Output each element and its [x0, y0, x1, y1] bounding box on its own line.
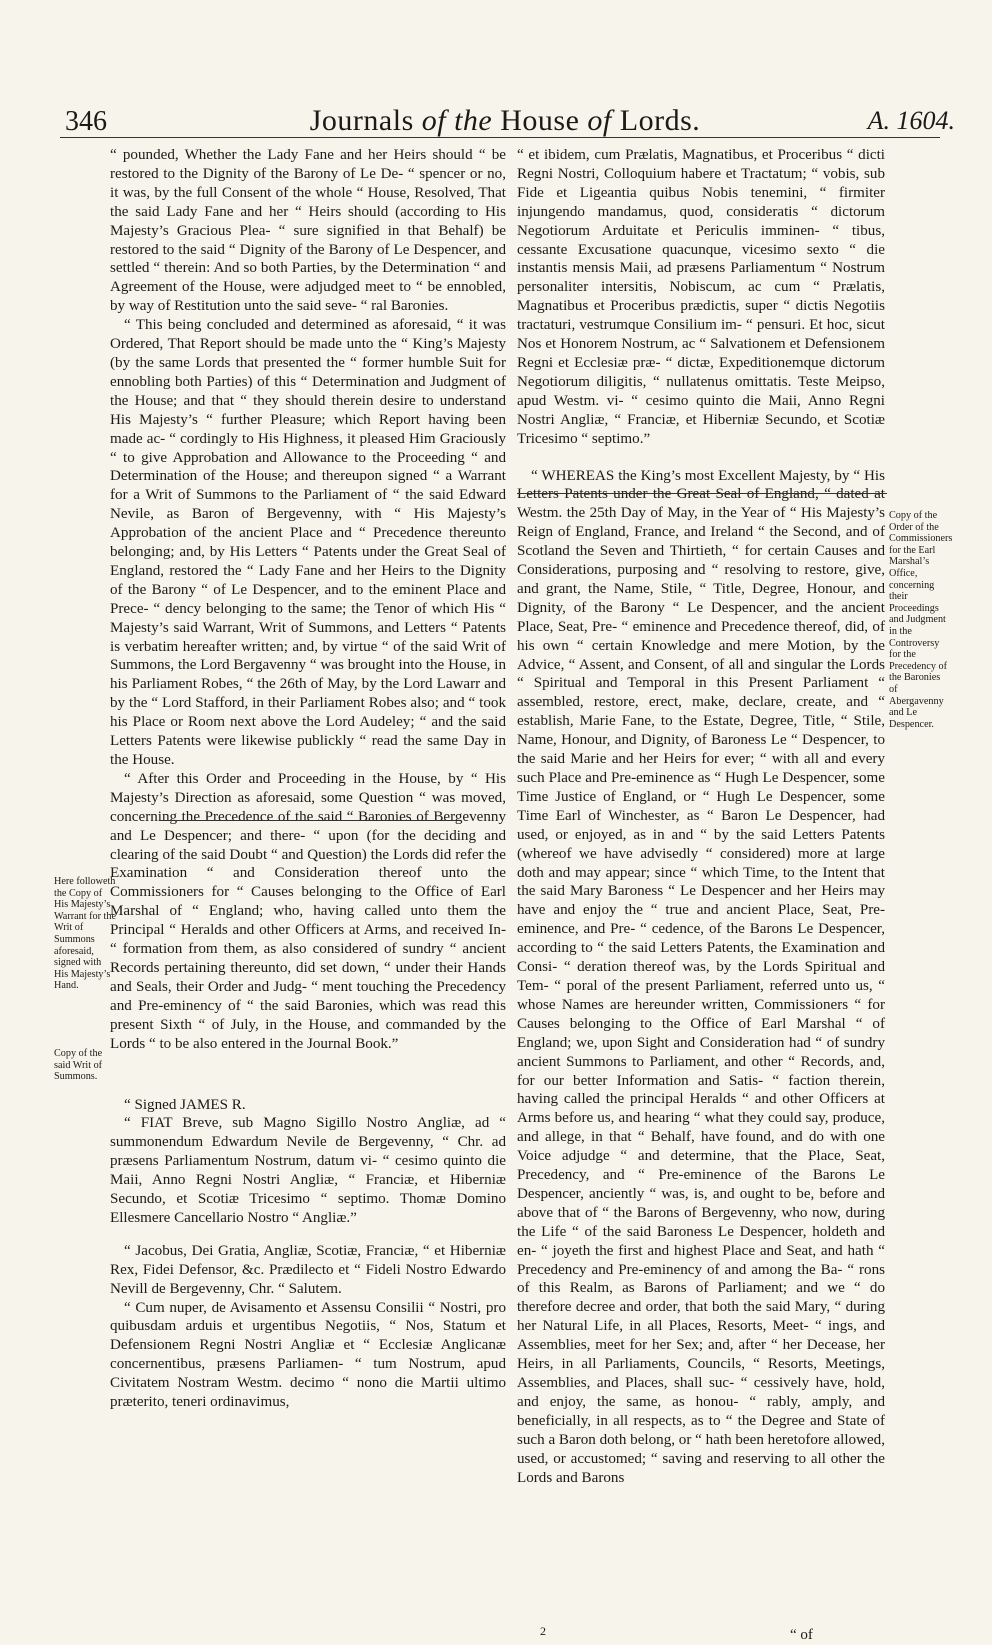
- left-paragraph-1: “ pounded, Whether the Lady Fane and her Heirs should “ be restored to the Dignity of the Barony of Le De- “ spencer or no, it was, by the full Consent of the whole “ House, Resolved, That the said Lady Fane and her “ Heirs should (according to His Majesty’s Gracious Plea- “ sure signified in that Behalf) be restored to the said “ Dignity of the Barony of Le Despencer, and settled “ therein: And so both Parties, by the Determination “ and Agreement of the House, were adjudged meet to “ be ennobled, by way of Restitution unto the said seve- “ ral Baronies.: [110, 147, 506, 315]
- writ-salutation: “ Jacobus, Dei Gratia, Angliæ, Scotiæ, Franciæ, “ et Hiberniæ Rex, Fidei Defensor, &c. Prædilecto et “ Fideli Nostro Edwardo Nevill de Bergevenny, Chr. “ Salutem.: [110, 1242, 506, 1297]
- title-part-of: of: [421, 104, 447, 137]
- right-column: [517, 146, 885, 1487]
- catchword: “ of: [790, 1627, 813, 1643]
- writ-text: “ Cum nuper, de Avisamento et Assensu Consilii “ Nostri, pro quibusdam arduis et urgentibus Negotiis, “ Nos, Statum et Defensionem Regni Nostri Angliæ et “ Ecclesiæ Anglicanæ concernentibus, præsens Parliamen- “ tum Nostrum, apud Civitatem Nostram Westm. decimo “ nono die Martii ultimo præterito, teneri ordinavimus,: [110, 1299, 506, 1411]
- title-part-the: the: [446, 104, 501, 137]
- title-part-house: House: [500, 104, 588, 137]
- margin-note-order: Copy of the Order of the Commissioners for the Earl Marshal’s Office, concerning their Proceedings and Judgment in the Controversy for the Precedency of the Baronies of Abergavenny and Le Despencer.: [889, 510, 953, 730]
- running-title: [55, 104, 955, 138]
- warrant-text: “ FIAT Breve, sub Magno Sigillo Nostro Angliæ, ad “ summonendum Edwardum Nevile de Bergevenny, “ Chr. ad præsens Parliamentum Nostrum, datum vi- “ cesimo quinto die Maii, Anno Regni Nostri Angliæ, “ Franciæ, et Hiberniæ Secundo, et Scotiæ Tricesimo “ septimo. Thomæ Domino Ellesmere Cancellario Nostro “ Angliæ.”: [110, 1115, 506, 1226]
- left-column: [110, 146, 506, 1412]
- section-gap: [110, 1054, 506, 1096]
- title-part-lords: Lords.: [611, 104, 701, 137]
- left-section-rule: [160, 820, 460, 821]
- warrant-signature: “ Signed JAMES R.: [124, 1096, 246, 1113]
- page-header: [55, 98, 955, 138]
- section-gap-3: [517, 449, 885, 467]
- signature-mark: 2: [540, 1624, 546, 1638]
- left-paragraph-3: “ After this Order and Proceeding in the House, by “ His Majesty’s Direction as aforesaid, some Question “ was moved, concerning the Precedence of the said “ Baronies of Bergevenny and Le Despencer; and there- “ upon (for the deciding and clearing of the said Doubt “ and Question) the Lords did refer the Examination “ and Consideration thereof unto the Commissioners for “ Causes belonging to the Office of Earl Marshal of “ England; who, having called unto them the Principal “ Heralds and other Officers at Arms, and received In- “ formation from them, as also considered of sundry “ ancient Records pertaining thereunto, did set down, “ under their Hands and Seals, their Order and Judg- “ ment touching the Precedency and Pre-eminency of “ the said Baronies, which was read this present Sixth “ of July, in the House, and commanded by the Lords “ to be also entered in the Journal Book.”: [110, 770, 506, 1052]
- title-part-journals: Journals: [309, 104, 422, 137]
- section-gap-2: [110, 1228, 506, 1242]
- right-paragraph-1: “ et ibidem, cum Prælatis, Magnatibus, et Proceribus “ dicti Regni Nostri, Colloquium habere et Tractatum; “ vobis, sub Fide et Ligeantia quibus Nobis tenemini, “ firmiter injungendo mandamus, quod, consideratis “ dictorum Negotiorum Arduitate et Periculis imminen- “ tibus, cessante Excusatione quacunque, vicesimo sexto “ die instantis mensis Maii, ad præsens Parliamentum “ Nostrum personaliter intersitis, Nobiscum, ac cum “ Prælatis, Magnatibus et Proceribus prædictis, super “ dictis Negotiis tractaturi, vestrumque Consilium im- “ pensuri. Et hoc, sicut Nos et Honorem Nostrum, ac “ Salvationem et Defensionem Regni et Ecclesiæ præ- “ dictæ, Expeditionemque dictorum Negotiorum diligitis, “ nullatenus omittatis. Teste Meipso, apud Westm. vi- “ cesimo quinto die Maii, Anno Regni Nostri Angliæ, “ Franciæ, et Hiberniæ Secundo, et Scotiæ Tricesimo “ septimo.”: [517, 147, 885, 447]
- title-part-of-2: of: [587, 104, 612, 137]
- margin-note-warrant: Here followeth the Copy of His Majesty’s Warrant for the Writ of Summons aforesaid, signed with His Majesty’s Hand.: [54, 876, 116, 992]
- page-number: 346: [65, 106, 107, 137]
- right-paragraph-2: “ WHEREAS the King’s most Excellent Majesty, by “ His Letters Patents under the Great Seal of England, “ dated at Westm. the 25th Day of May, in the Year of “ His Majesty’s Reign of England, France, and Ireland “ the Second, and of Scotland the Seven and Thirtieth, “ for certain Causes and Considerations, purposing and “ resolving to restore, give, and grant, the Name, Stile, “ Title, Degree, Honour, and Dignity, of the Barony “ Le Despencer, and the ancient Place, Seat, Pre- “ eminence and Precedence thereof, did, of his own “ certain Knowledge and mere Motion, by the Advice, “ Assent, and Consent, of all and singular the Lords “ Spiritual and Temporal in this Present Parliament “ assembled, restore, erect, make, declare, create, and “ establish, Marie Fane, to the Estate, Degree, Title, “ Stile, Name, Honour, and Dignity, of Baroness Le “ Despencer, to the said Marie and her Heirs for ever; “ with all and every such Place and Pre-eminence as “ Hugh Le Despencer, some Time Justice of England, or “ Hugh Le Despencer, some Time Earl of Winchester, as “ Baron Le Despencer, had used, or enjoyed, as in and “ by the said Letters Patents (whereof we have advisedly “ considered) more at large doth and may appear; since “ which Time, to the Intent that the said Mary Baroness “ Le Despencer and her Heirs may have and enjoy the “ true and ancient Place, Seat, Pre-eminence, and Pre- “ cedence, of the Barons Le Despencer, according to “ the said Letters Patents, the Examination and Consi- “ deration thereof was, by the Lords Spiritual and Tem- “ poral of the present Parliament, referred unto us, “ whose Names are hereunder written, Commissioners “ for Causes belonging to the Office of Earl Marshal “ of England; we, upon Sight and Consideration had “ of sundry ancient Summons to Parliament, and other “ Records, and, for our better Information and Satis- “ faction therein, having called the principal Heralds “ and other Officers at Arms before us, and hearing “ what they could say, produce, and allege, in that “ Behalf, have found, and do with one Voice adjudge “ and determine, that the Place, Seat, Precedency, and “ Pre-eminence of the Barons Le Despencer, anciently “ was, is, and ought to be, before and above that of “ the Barons of Bergevenny, who now, during the Life “ of the said Baroness Le Despencer, holdeth and en- “ joyeth the first and highest Place and Seat, and hath “ Precedency and Pre-eminency of and among the Ba- “ rons of this Realm, as Barons of Parliament; and we “ do therefore decree and order, that both the said Mary, “ during her Natural Life, in all Places, Resorts, Meet- “ ings, and Assemblies, meet for her Sex; and, after “ her Decease, her Heirs, in all Parliaments, Councils, “ Resorts, Meetings, Assemblies, and Places, shall suc- “ cessively have, hold, and enjoy, the same, as honou- “ rably, amply, and beneficially, in all respects, as to “ the Degree and State of such a Baron doth belong, or “ hath been heretofore allowed, used, or accustomed; “ saving and reserving to all other the Lords and Barons: [517, 467, 885, 1486]
- page-year: A. 1604.: [867, 106, 955, 135]
- right-section-rule: [517, 493, 887, 494]
- header-rule: [60, 137, 940, 138]
- margin-note-writ: Copy of the said Writ of Summons.: [54, 1048, 103, 1083]
- left-paragraph-2: “ This being concluded and determined as aforesaid, “ it was Ordered, That Report should be made unto the “ King’s Majesty (by the same Lords that presented the “ former humble Suit for ennobling both Parties) of this “ Determination and Judgment of the House; and that “ they should therein desire to understand His Majesty’s “ further Pleasure; which Report having been made ac- “ cordingly to His Highness, it pleased Him Graciously “ to give Approbation and Allowance to the Proceeding “ and Determination of the House; and thereupon signed “ a Warrant for a Writ of Summons to the Parliament of “ the said Edward Nevile, as Baron of Bergevenny, with “ His Majesty’s Approbation of the ancient Place and “ Precedence thereunto belonging; and, by His Letters “ Patents under the Great Seal of England, restored the “ Lady Fane and her Heirs to the Dignity of the Barony “ of Le Despencer, and to the eminent Place and Prece- “ dency belonging to the same; the Tenor of which His “ Majesty’s said Warrant, Writ of Summons, and Letters “ Patents is verbatim hereafter written; and, by virtue “ of the said Writ of Summons, the Lord Bergavenny “ was brought into the House, in his Parliament Robes, “ the 26th of May, by the Lord Lawarr and by the “ Lord Stafford, in their Parliament Robes also; and “ took his Place or Room next above the Lord Audeley; “ and the said Letters Patents were likewise publickly “ read the same Day in the House.: [110, 317, 506, 768]
